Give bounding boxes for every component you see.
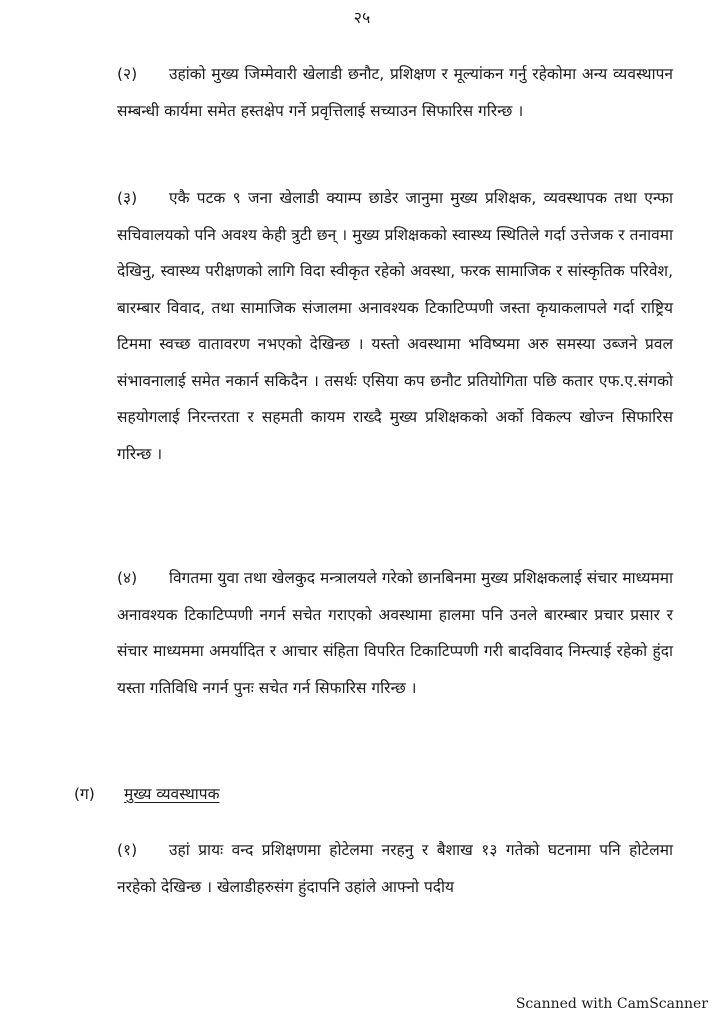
paragraph-text: उहांको मुख्य जिम्मेवारी खेलाडी छनौट, प्रशिक्षण र मूल्यांकन गर्नु रहेकोमा अन्य व्यवस्थापन सम्बन्धी कार्यमा समेत हस्तक्षेप गर्ने प्रवृत्तिलाई सच्याउन सिफारिस गरिन्छ ।: [117, 65, 673, 120]
paragraph-3: [117, 180, 673, 472]
scanner-watermark: Scanned with CamScanner: [515, 996, 708, 1012]
paragraph-2: [117, 56, 673, 129]
section-title: मुख्य व्यवस्थापक: [124, 785, 220, 803]
paragraph-number: (२): [117, 65, 138, 83]
paragraph-4: [117, 560, 673, 706]
paragraph-text: उहां प्रायः वन्द प्रशिक्षणमा होटेलमा नरहनु र बैशाख १३ गतेको घटनामा पनि होटेलमा नरहेको देखिन्छ । खेलाडीहरुसंग हुंदापनि उहांले आफ्नो पदीय: [117, 841, 673, 896]
paragraph-number: (१): [117, 841, 138, 859]
paragraph-text: विगतमा युवा तथा खेलकुद मन्त्रालयले गरेको छानबिनमा मुख्य प्रशिक्षकलाई संचार माध्यममा अनावश्यक टिकाटिप्पणी नगर्न सचेत गराएको अवस्थामा हालमा पनि उनले बारम्बार प्रचार प्रसार र संचार माध्यममा अमर्यादित र आचार संहिता विपरित टिकाटिप्पणी गरी बादविवाद निम्त्याई रहेको हुंदा यस्ता गतिविधि नगर्न पुनः सचेत गर्न सिफारिस गरिन्छ ।: [117, 569, 673, 697]
paragraph-number: (३): [117, 189, 138, 207]
paragraph-number: (४): [117, 569, 138, 587]
page-number: २५: [353, 8, 371, 27]
paragraph-text: एकै पटक ९ जना खेलाडी क्याम्प छाडेर जानुमा मुख्य प्रशिक्षक, व्यवस्थापक तथा एन्फा सचिवालयको पनि अवश्य केही त्रुटी छन् । मुख्य प्रशिक्षकको स्वास्थ्य स्थितिले गर्दा उत्तेजक र तनावमा देखिनु, स्वास्थ्य परीक्षणको लागि विदा स्वीकृत रहेको अवस्था, फरक सामाजिक र सांस्कृतिक परिवेश, बारम्बार विवाद, तथा सामाजिक संजालमा अनावश्यक टिकाटिप्पणी जस्ता कृयाकलापले गर्दा राष्ट्रिय टिममा स्वच्छ वातावरण नभएको देखिन्छ । यस्तो अवस्थामा भविष्यमा अरु समस्या उब्जने प्रवल संभावनालाई समेत नकार्न सकिदैन । तसर्थः एसिया कप छनौट प्रतियोगिता पछि कतार एफ.ए.संगको सहयोगलाई निरन्तरता र सहमती कायम राख्दै मुख्य प्रशिक्षकको अर्को विकल्प खोज्न सिफारिस गरिन्छ ।: [117, 189, 673, 463]
section-number: (ग): [74, 785, 95, 803]
section-paragraph-1: [117, 832, 673, 905]
section-heading: [74, 782, 220, 806]
